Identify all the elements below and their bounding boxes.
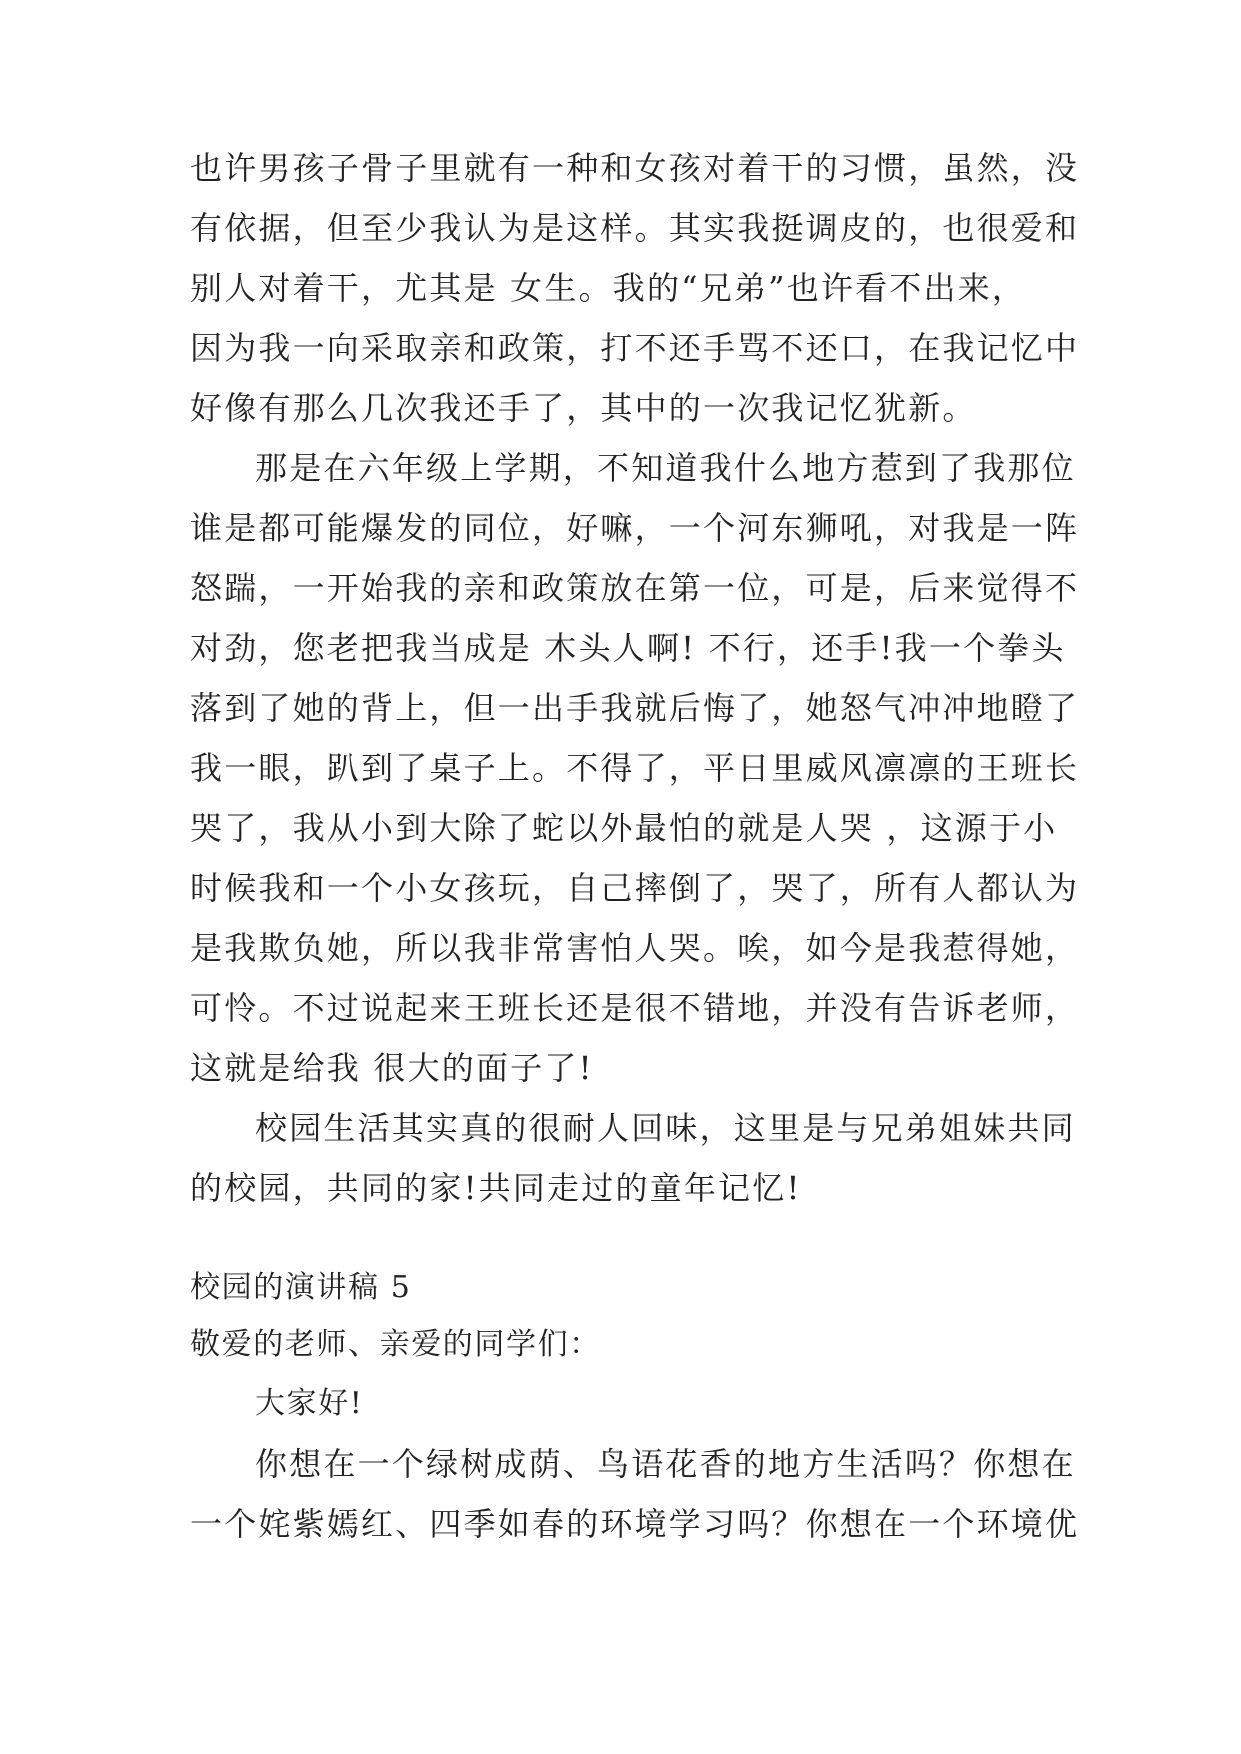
paragraph-3-line-1: 校园生活其实真的很耐人回味，这里是与兄弟姐妹共同 [255, 1109, 1076, 1147]
paragraph-2-line-8: 时候我和一个小女孩玩，自己摔倒了，哭了，所有人都认为 [190, 869, 1080, 907]
paragraph-1-line-3: 别人对着干，尤其是 女生。我的“兄弟”也许看不出来， [190, 269, 1027, 307]
paragraph-2-line-4: 对劲，您老把我当成是 木头人啊! 不行，还手!我一个拳头 [190, 629, 1066, 667]
paragraph-2-line-2: 谁是都可能爆发的同位，好嘛，一个河东狮吼，对我是一阵 [190, 509, 1080, 547]
paragraph-3-line-2: 的校园，共同的家!共同走过的童年记忆! [190, 1169, 802, 1207]
paragraph-1-line-1: 也许男孩子骨子里就有一种和女孩对着干的习惯，虽然，没 [190, 149, 1080, 187]
paragraph-1-line-5: 好像有那么几次我还手了，其中的一次我记忆犹新。 [190, 389, 977, 427]
paragraph-4-line-1: 你想在一个绿树成荫、鸟语花香的地方生活吗？你想在 [255, 1445, 1076, 1483]
paragraph-2-line-6: 我一眼，趴到了桌子上。不得了，平日里威风凛凛的王班长 [190, 749, 1080, 787]
salutation: 敬爱的老师、亲爱的同学们： [190, 1327, 601, 1362]
paragraph-2-line-11: 这就是给我 很大的面子了! [190, 1049, 594, 1087]
paragraph-2-line-9: 是我欺负她，所以我非常害怕人哭。唉，如今是我惹得她， [190, 929, 1080, 967]
paragraph-2-line-10: 可怜。不过说起来王班长还是很不错地，并没有告诉老师， [190, 989, 1080, 1027]
paragraph-1-line-4: 因为我一向采取亲和政策，打不还手骂不还口，在我记忆中 [190, 329, 1080, 367]
paragraph-2-line-7: 哭了，我从小到大除了蛇以外最怕的就是人哭 ，这源于小 [190, 809, 1058, 847]
paragraph-2-line-1: 那是在六年级上学期，不知道我什么地方惹到了我那位 [255, 449, 1076, 487]
section-title: 校园的演讲稿 5 [190, 1270, 412, 1305]
greeting: 大家好! [255, 1386, 364, 1421]
paragraph-4-line-2: 一个姹紫嫣红、四季如春的环境学习吗？你想在一个环境优 [190, 1505, 1080, 1543]
paragraph-2-line-5: 落到了她的背上，但一出手我就后悔了，她怒气冲冲地瞪了 [190, 689, 1080, 727]
paragraph-2-line-3: 怒踹，一开始我的亲和政策放在第一位，可是，后来觉得不 [190, 569, 1080, 607]
paragraph-1-line-2: 有依据，但至少我认为是这样。其实我挺调皮的，也很爱和 [190, 209, 1080, 247]
